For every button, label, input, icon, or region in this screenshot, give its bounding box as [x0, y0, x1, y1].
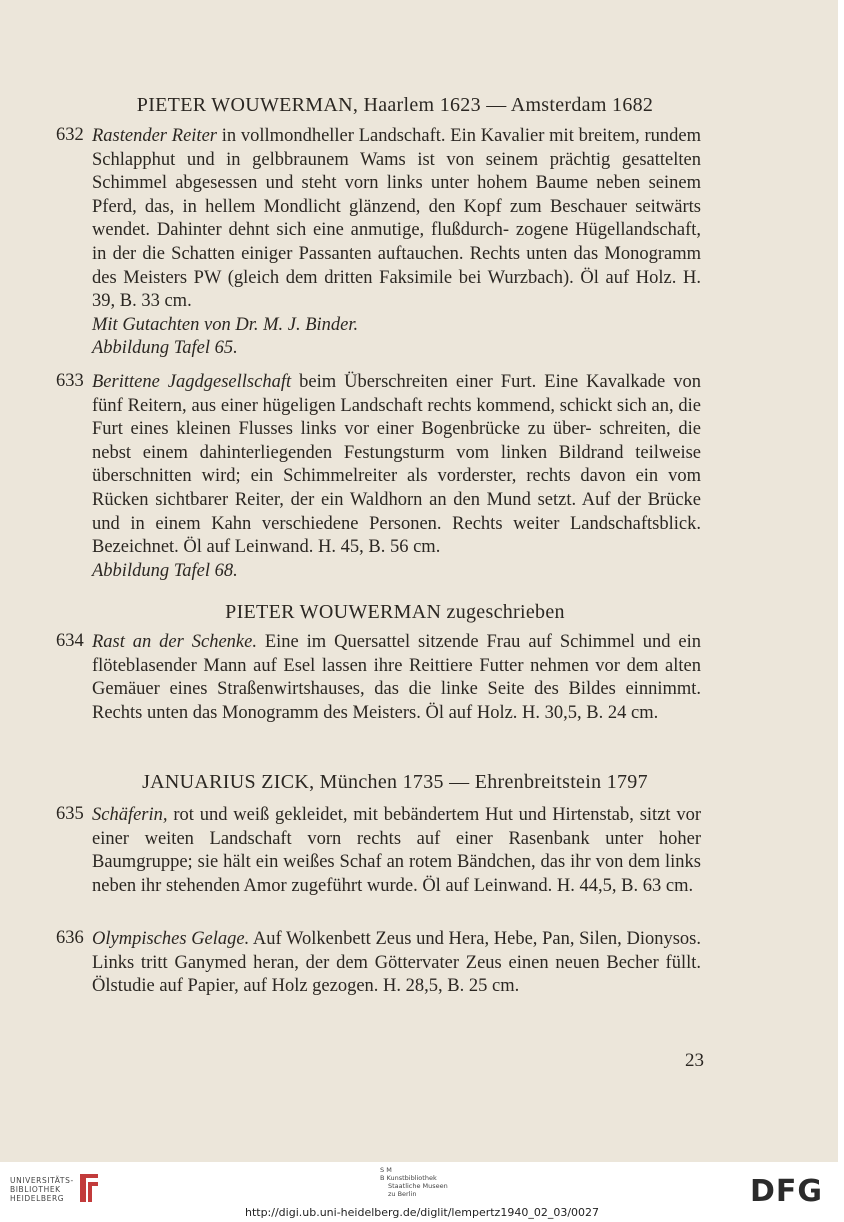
- catalogue-entry-633: [56, 371, 701, 583]
- entry-body: beim Überschreiten einer Furt. Eine Kavalkade von fünf Reitern, aus einer hügeligen Landschaft rechts kommend, schickt sich an, die Furt eines kleinen Flusses links vor einer Bogenbrücke zu über- schreiten, die nebst einem dahinterliegenden Festungsturm vom linken Bildrand teilweise überschnitten wird; ein Schimmelreiter als vorderster, rechts davon ein vom Rücken sichtbarer Reiter, der ein Waldhorn an den Mund setzt. Auf der Brücke und in einem Kahn verschiedene Personen. Rechts weiter Landschaftsblick. Bezeichnet. Öl auf Leinwand. H. 45, B. 56 cm.: [92, 372, 701, 558]
- museum-line: zu Berlin: [388, 1190, 417, 1198]
- entry-body: Auf Wolkenbett Zeus und Hera, Hebe, Pan, Silen, Dionysos. Links tritt Ganymed heran, der dem Göttervater Zeus einen neuen Becher füllt. Ölstudie auf Papier, auf Holz gezogen. H. 28,5, B. 25 cm.: [92, 929, 701, 997]
- library-logo-icon: [76, 1170, 102, 1206]
- entry-text: [92, 371, 701, 560]
- catalogue-entry-634: [56, 631, 701, 725]
- dfg-logo: DFG: [750, 1174, 824, 1209]
- artist-heading-wouwerman: PIETER WOUWERMAN, Haarlem 1623 — Amsterdam 1682: [136, 94, 654, 116]
- museum-line: B Kunstbibliothek: [380, 1174, 437, 1182]
- catalogue-entry-636: [56, 928, 701, 999]
- entry-title: Olympisches Gelage.: [92, 929, 250, 949]
- entry-number: 635: [56, 804, 84, 824]
- museum-line: S M: [380, 1166, 392, 1174]
- library-logo-text: [10, 1176, 74, 1203]
- page-number: 23: [685, 1050, 704, 1071]
- catalogue-entry-632: [56, 125, 701, 361]
- entry-note-plate: Abbildung Tafel 65.: [92, 338, 238, 359]
- entry-note-plate: Abbildung Tafel 68.: [92, 560, 238, 581]
- entry-body: rot und weiß gekleidet, mit bebändertem Hut und Hirtenstab, sitzt vor einer weiten Landschaft vorn rechts auf einer Rasenbank unter hoher Baumgruppe; sie hält ein weißes Schaf an rotem Bändchen, das ihr von dem links neben ihr stehenden Amor zugeführt wurde. Öl auf Leinwand. H. 44,5, B. 63 cm.: [92, 805, 701, 896]
- entry-note-expertise: Mit Gutachten von Dr. M. J. Binder.: [92, 314, 359, 335]
- entry-body: Eine im Quersattel sitzende Frau auf Schimmel und ein flöteblasender Mann auf Esel lassen ihre Reittiere Futter nehmen vor dem alten Gemäuer eines Straßenwirtshauses, das die linke Seite des Bildes einnimmt. Rechts unten das Monogramm des Meisters. Öl auf Holz. H. 30,5, B. 24 cm.: [92, 632, 701, 723]
- museum-info: [380, 1166, 500, 1198]
- museum-line: Staatliche Museen: [388, 1182, 448, 1190]
- entry-number: 633: [56, 371, 84, 391]
- entry-number: 634: [56, 631, 84, 651]
- entry-number: 636: [56, 928, 84, 948]
- library-line: BIBLIOTHEK: [10, 1185, 61, 1194]
- entry-text: [92, 928, 701, 999]
- entry-title: Berittene Jagdgesellschaft: [92, 372, 292, 392]
- entry-body: in vollmondheller Landschaft. Ein Kavalier mit breitem, rundem Schlapphut und in gelbbraunem Wams ist von seinem prächtig gesattelten Schimmel abgesessen und steht vorn links unter hohem Baume neben seinem Pferd, das, in hellem Mondlicht glänzend, den Kopf zum Beschauer seitwärts wendet. Dahinter dehnt sich eine anmutige, flußdurch- zogene Hügellandschaft, in der die Schatten einiger Passanten auftauchen. Rechts unten das Monogramm des Meisters PW (gleich dem dritten Faksimile bei Wurzbach). Öl auf Holz. H. 39, B. 33 cm.: [92, 126, 701, 312]
- entry-title: Schäferin,: [92, 805, 168, 825]
- entry-title: Rast an der Schenke.: [92, 632, 257, 652]
- entry-text: [92, 804, 701, 898]
- artist-heading-zick: JANUARIUS ZICK, München 1735 — Ehrenbreitstein 1797: [142, 771, 648, 793]
- entry-text: [92, 125, 701, 314]
- entry-title: Rastender Reiter: [92, 126, 217, 146]
- artist-heading-wouwerman-attributed: PIETER WOUWERMAN zugeschrieben: [225, 601, 565, 623]
- entry-number: 632: [56, 125, 84, 145]
- library-line: UNIVERSITÄTS-: [10, 1176, 74, 1185]
- library-line: HEIDELBERG: [10, 1194, 65, 1203]
- catalogue-entry-635: [56, 804, 701, 898]
- entry-text: [92, 631, 701, 725]
- source-url[interactable]: http://digi.ub.uni-heidelberg.de/diglit/lempertz1940_02_03/0027: [244, 1206, 600, 1219]
